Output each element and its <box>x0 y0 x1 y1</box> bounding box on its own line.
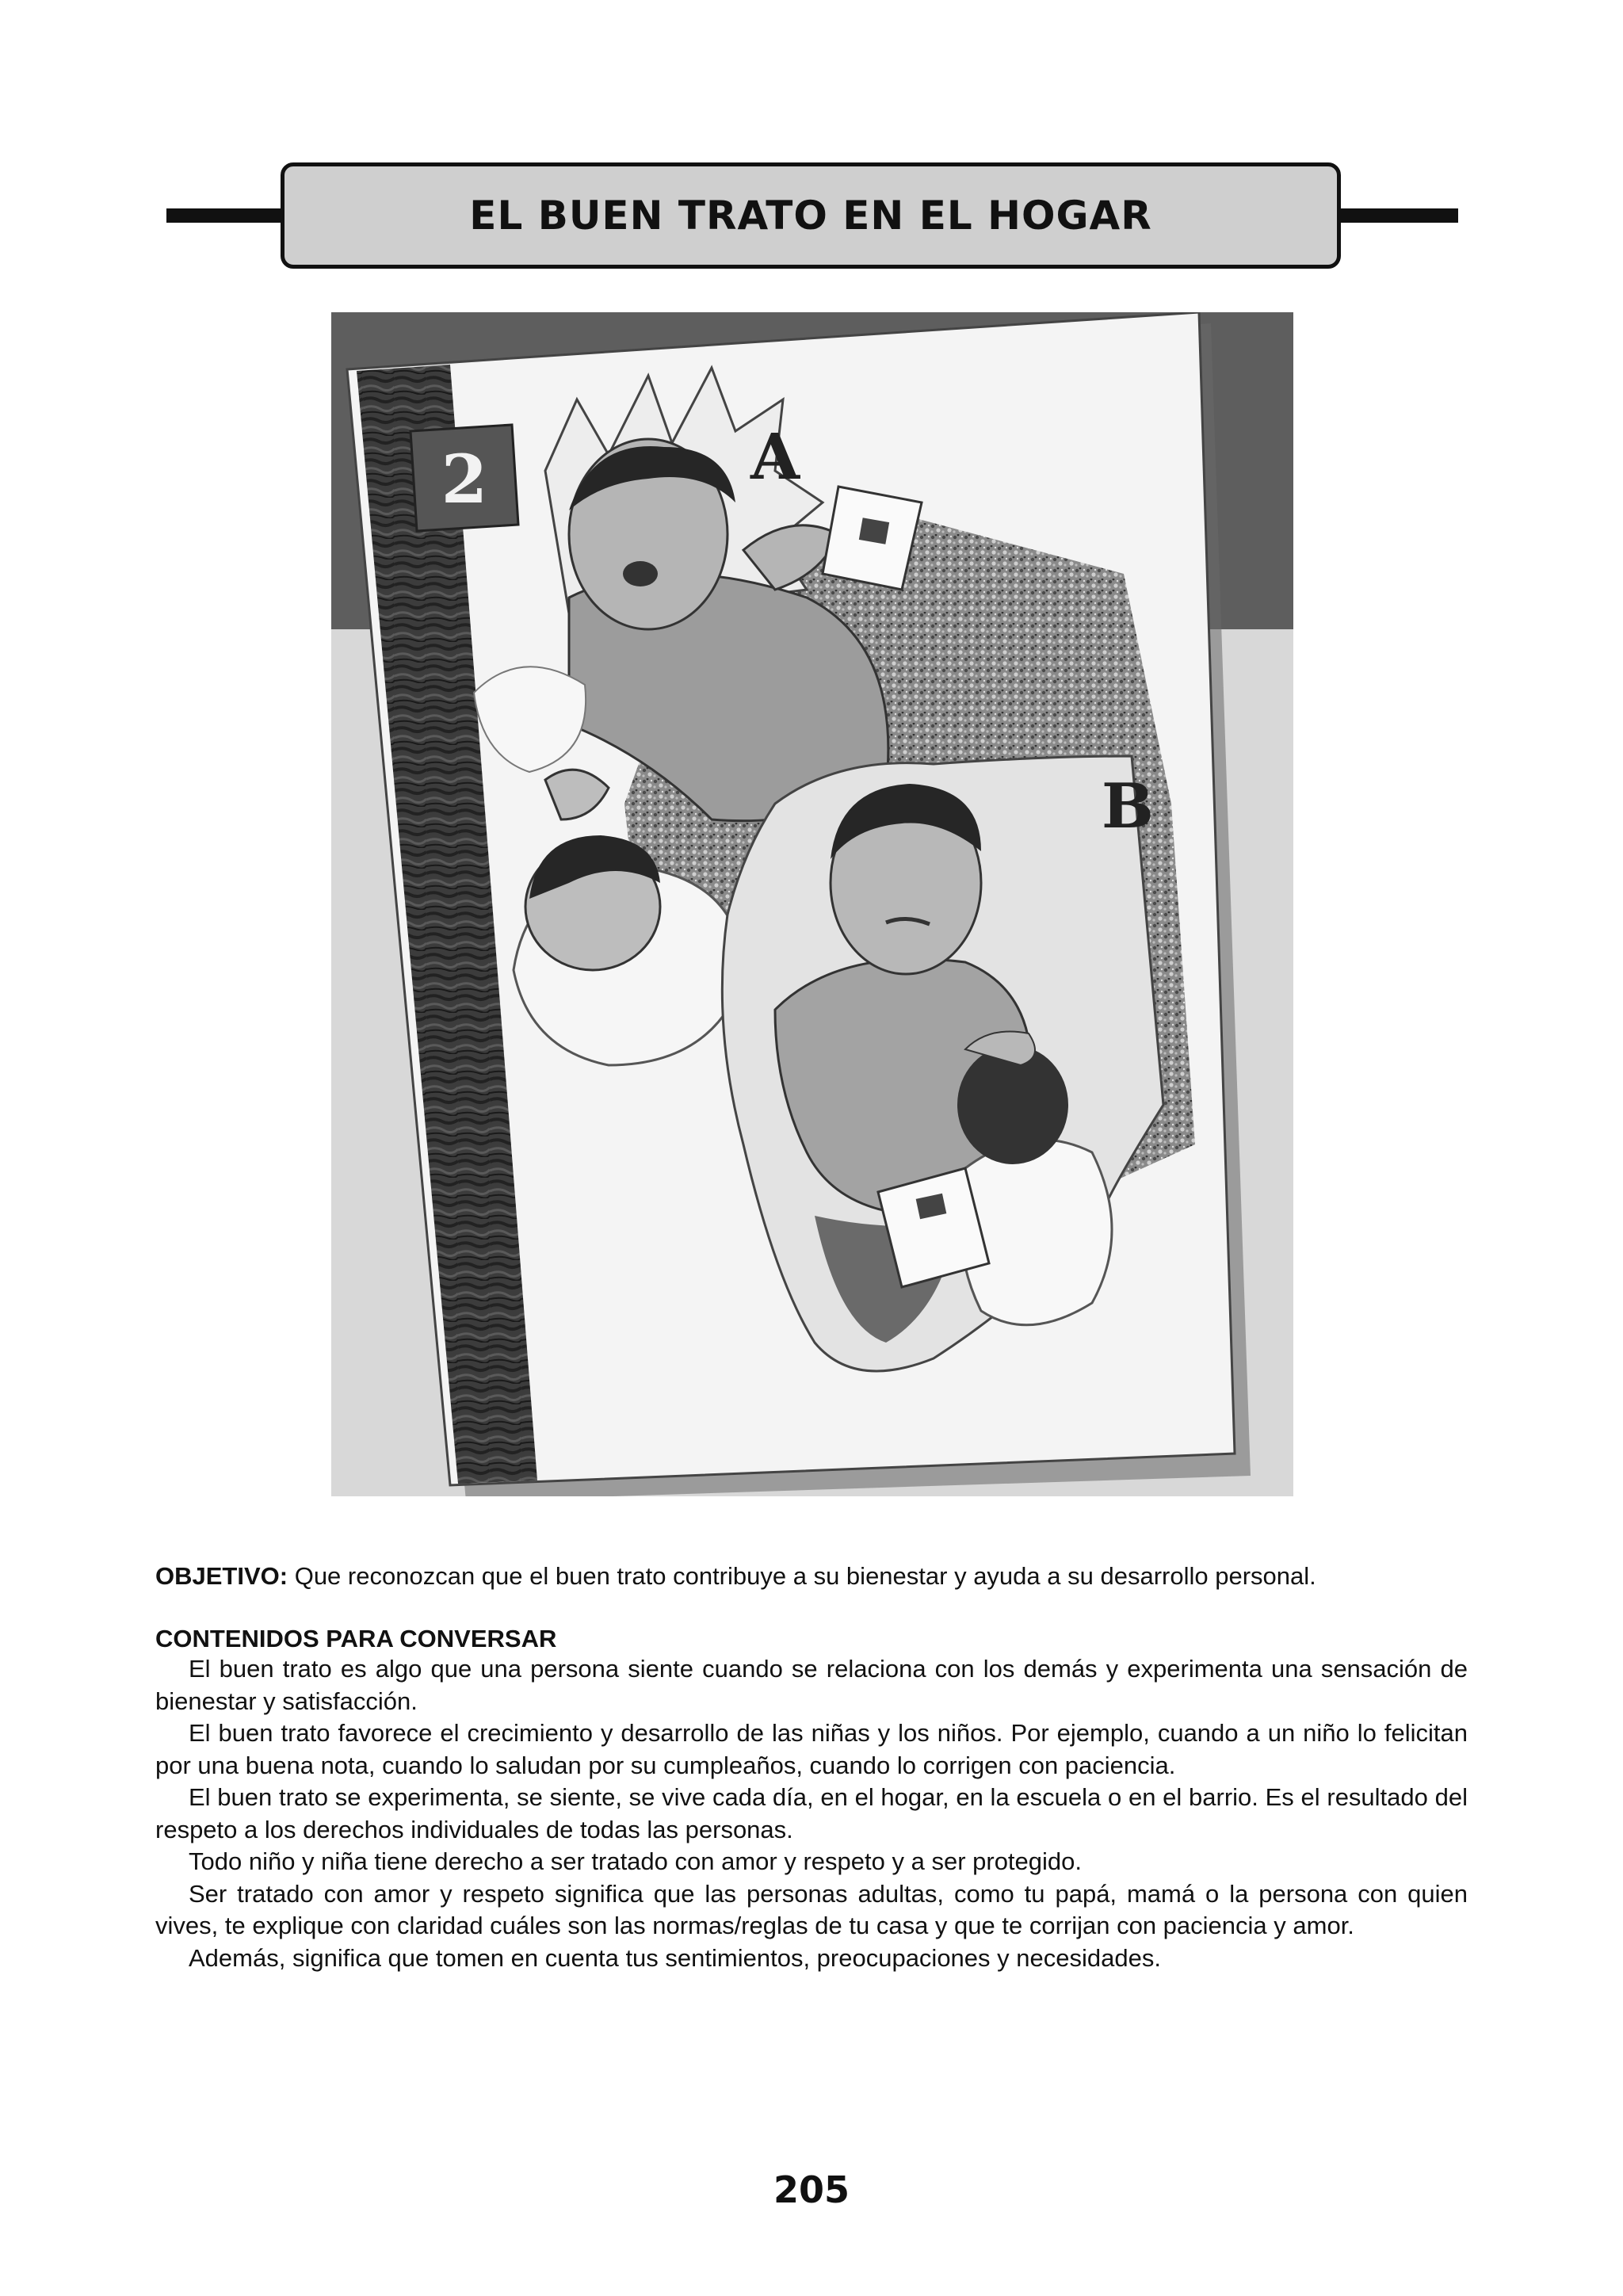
page-title: EL BUEN TRATO EN EL HOGAR <box>469 193 1152 239</box>
angry-man-mouth <box>623 561 658 586</box>
report-card-a-emblem <box>859 518 889 544</box>
objective-label: OBJETIVO: <box>155 1562 288 1590</box>
contents-paragraph: Además, significa que tomen en cuenta tus sentimientos, preocupaciones y necesidades. <box>189 1943 1161 1972</box>
page-number: 205 <box>773 2168 850 2211</box>
contents-paragraph: Ser tratado con amor y respeto significa que las personas adultas, como tu papá, mamá o la persona con quien vives, te explique con claridad cuáles son las normas/reglas de tu casa y que te corrijan con paciencia y amor. <box>155 1879 1468 1939</box>
illustration <box>331 312 1293 1496</box>
objective <box>155 1560 1468 1593</box>
title-rule-right <box>1339 208 1458 223</box>
card-number: 2 <box>441 440 488 518</box>
contents-paragraph: Todo niño y niña tiene derecho a ser tratado con amor y respeto y a ser protegido. <box>189 1847 1083 1875</box>
contents-body <box>155 1653 1468 1974</box>
panel-a-label: A <box>750 419 800 494</box>
contents-paragraph: El buen trato se experimenta, se siente, se vive cada día, en el hogar, en la escuela o en el barrio. Es el resultado del respeto a los derechos individuales de todas las personas. <box>155 1783 1468 1843</box>
contents-paragraph: El buen trato es algo que una persona siente cuando se relaciona con los demás y experimenta una sensación de bienestar y satisfacción. <box>155 1655 1468 1715</box>
title-banner <box>281 162 1341 269</box>
contents-paragraph: El buen trato favorece el crecimiento y desarrollo de las niñas y los niños. Por ejemplo, cuando a un niño lo felicitan por una buena nota, cuando lo saludan por su cumpleaños, cuando lo corrigen con paciencia. <box>155 1719 1468 1779</box>
objective-text: Que reconozcan que el buen trato contribuye a su bienestar y ayuda a su desarrollo personal. <box>288 1562 1316 1590</box>
praised-child-shirt <box>960 1140 1112 1325</box>
illustration-svg <box>331 312 1293 1496</box>
title-rule-left <box>166 208 285 223</box>
panel-b-label: B <box>1102 770 1154 842</box>
contents-heading: CONTENIDOS PARA CONVERSAR <box>155 1625 557 1652</box>
